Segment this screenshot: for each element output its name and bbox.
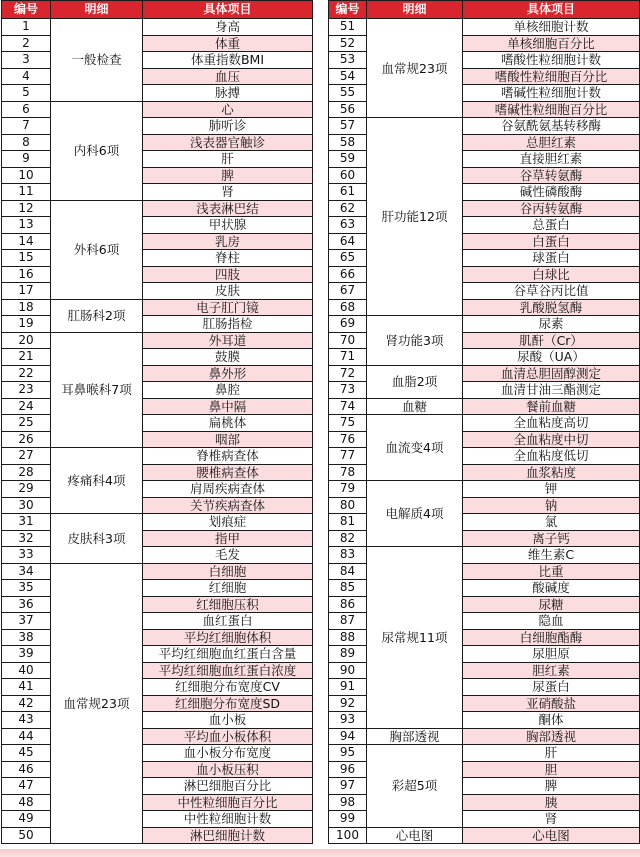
item-number: 73 xyxy=(329,382,367,399)
table-row xyxy=(329,547,640,564)
exam-item: 球蛋白 xyxy=(463,250,640,267)
exam-item: 肾 xyxy=(463,811,640,828)
exam-item: 肺听诊 xyxy=(143,118,313,135)
exam-item: 咽部 xyxy=(143,431,313,448)
category-cell: 血常规23项 xyxy=(367,19,463,118)
item-number: 79 xyxy=(329,481,367,498)
table-row xyxy=(329,415,640,432)
item-number: 47 xyxy=(2,778,51,795)
item-number: 86 xyxy=(329,596,367,613)
item-number: 70 xyxy=(329,332,367,349)
exam-item: 乳酸脱氢酶 xyxy=(463,299,640,316)
exam-item: 血压 xyxy=(143,68,313,85)
header-detail: 明细 xyxy=(367,1,463,19)
table-row xyxy=(2,398,313,415)
table-row xyxy=(2,646,313,663)
item-number: 37 xyxy=(2,613,51,630)
item-number: 20 xyxy=(2,332,51,349)
category-cell: 肛肠科2项 xyxy=(51,299,143,332)
table-row xyxy=(2,85,313,102)
exam-item: 脉搏 xyxy=(143,85,313,102)
category-cell: 肾功能3项 xyxy=(367,316,463,366)
item-number: 30 xyxy=(2,497,51,514)
table-row xyxy=(2,745,313,762)
exam-item: 胆 xyxy=(463,761,640,778)
table-row xyxy=(2,332,313,349)
table-row xyxy=(2,365,313,382)
item-number: 21 xyxy=(2,349,51,366)
table-row xyxy=(2,349,313,366)
item-number: 83 xyxy=(329,547,367,564)
exam-item: 皮肤 xyxy=(143,283,313,300)
exam-item: 划痕症 xyxy=(143,514,313,531)
exam-item: 平均红细胞血红蛋白含量 xyxy=(143,646,313,663)
exam-item: 酸碱度 xyxy=(463,580,640,597)
item-number: 44 xyxy=(2,728,51,745)
table-row xyxy=(2,68,313,85)
exam-item: 嗜酸性粒细胞计数 xyxy=(463,52,640,69)
table-row xyxy=(2,695,313,712)
category-cell: 一般检查 xyxy=(51,19,143,102)
item-number: 31 xyxy=(2,514,51,531)
item-number: 34 xyxy=(2,563,51,580)
category-cell: 彩超5项 xyxy=(367,745,463,828)
table-row xyxy=(2,250,313,267)
exam-item: 鼻外形 xyxy=(143,365,313,382)
page-bottom-band xyxy=(0,849,640,857)
item-number: 29 xyxy=(2,481,51,498)
item-number: 85 xyxy=(329,580,367,597)
table-row xyxy=(2,761,313,778)
exam-item: 平均红细胞体积 xyxy=(143,629,313,646)
table-row xyxy=(329,745,640,762)
item-number: 77 xyxy=(329,448,367,465)
item-number: 1 xyxy=(2,19,51,36)
table-row xyxy=(2,464,313,481)
item-number: 88 xyxy=(329,629,367,646)
item-number: 69 xyxy=(329,316,367,333)
item-number: 58 xyxy=(329,134,367,151)
item-number: 59 xyxy=(329,151,367,168)
table-row xyxy=(2,134,313,151)
table-row xyxy=(2,52,313,69)
item-number: 35 xyxy=(2,580,51,597)
exam-item: 总胆红素 xyxy=(463,134,640,151)
category-cell: 肝功能12项 xyxy=(367,118,463,316)
item-number: 50 xyxy=(2,827,51,844)
table-row xyxy=(2,827,313,844)
exam-item: 外耳道 xyxy=(143,332,313,349)
exam-item: 脾 xyxy=(143,167,313,184)
item-number: 36 xyxy=(2,596,51,613)
table-body-right xyxy=(329,19,640,844)
table-row xyxy=(2,151,313,168)
item-number: 32 xyxy=(2,530,51,547)
item-number: 57 xyxy=(329,118,367,135)
table-row xyxy=(2,431,313,448)
item-number: 9 xyxy=(2,151,51,168)
exam-item: 白细胞酯酶 xyxy=(463,629,640,646)
item-number: 16 xyxy=(2,266,51,283)
exam-item: 肝 xyxy=(143,151,313,168)
exam-item: 甲状腺 xyxy=(143,217,313,234)
category-cell: 耳鼻喉科7项 xyxy=(51,332,143,448)
exam-item: 血清甘油三酯测定 xyxy=(463,382,640,399)
item-number: 100 xyxy=(329,827,367,844)
item-number: 55 xyxy=(329,85,367,102)
table-row xyxy=(2,448,313,465)
table-row xyxy=(2,662,313,679)
header-num: 编号 xyxy=(329,1,367,19)
exam-item: 碱性磷酸酶 xyxy=(463,184,640,201)
exam-item: 钠 xyxy=(463,497,640,514)
exam-item: 嗜酸性粒细胞百分比 xyxy=(463,68,640,85)
category-cell: 尿常规11项 xyxy=(367,547,463,729)
exam-item: 脊椎病查体 xyxy=(143,448,313,465)
exam-item: 腰椎病查体 xyxy=(143,464,313,481)
exam-item: 体重 xyxy=(143,35,313,52)
table-row xyxy=(2,415,313,432)
category-cell: 血流变4项 xyxy=(367,415,463,481)
exam-item: 脾 xyxy=(463,778,640,795)
table-header xyxy=(329,1,640,19)
exam-item: 红细胞 xyxy=(143,580,313,597)
table-row xyxy=(2,266,313,283)
table-row xyxy=(329,728,640,745)
item-number: 90 xyxy=(329,662,367,679)
exam-item: 谷草谷丙比值 xyxy=(463,283,640,300)
table-row xyxy=(2,283,313,300)
item-number: 43 xyxy=(2,712,51,729)
exam-item: 淋巴细胞计数 xyxy=(143,827,313,844)
table-row xyxy=(329,827,640,844)
item-number: 56 xyxy=(329,101,367,118)
exam-item: 淋巴细胞百分比 xyxy=(143,778,313,795)
item-number: 17 xyxy=(2,283,51,300)
item-number: 23 xyxy=(2,382,51,399)
exam-item: 红细胞分布宽度CV xyxy=(143,679,313,696)
exam-item: 肛肠指检 xyxy=(143,316,313,333)
exam-item: 鼻中隔 xyxy=(143,398,313,415)
exam-item: 尿蛋白 xyxy=(463,679,640,696)
item-number: 75 xyxy=(329,415,367,432)
item-number: 52 xyxy=(329,35,367,52)
exam-item: 总蛋白 xyxy=(463,217,640,234)
category-cell: 电解质4项 xyxy=(367,481,463,547)
table-row xyxy=(2,167,313,184)
table-row xyxy=(2,778,313,795)
exam-item: 肩周疾病查体 xyxy=(143,481,313,498)
category-cell: 心电图 xyxy=(367,827,463,844)
item-number: 97 xyxy=(329,778,367,795)
item-number: 78 xyxy=(329,464,367,481)
category-cell: 血常规23项 xyxy=(51,563,143,844)
exam-item: 浅表器官触诊 xyxy=(143,134,313,151)
exam-item: 肾 xyxy=(143,184,313,201)
table-row xyxy=(2,613,313,630)
table-row xyxy=(2,596,313,613)
item-number: 38 xyxy=(2,629,51,646)
exam-item: 离子钙 xyxy=(463,530,640,547)
exam-item: 电子肛门镜 xyxy=(143,299,313,316)
category-cell: 血脂2项 xyxy=(367,365,463,398)
exam-item: 肝 xyxy=(463,745,640,762)
item-number: 82 xyxy=(329,530,367,547)
table-row xyxy=(2,217,313,234)
exam-item: 乳房 xyxy=(143,233,313,250)
table-row xyxy=(329,481,640,498)
item-number: 91 xyxy=(329,679,367,696)
table-row xyxy=(2,514,313,531)
item-number: 62 xyxy=(329,200,367,217)
exam-item: 血红蛋白 xyxy=(143,613,313,630)
exam-item: 比重 xyxy=(463,563,640,580)
exam-item: 尿胆原 xyxy=(463,646,640,663)
item-number: 18 xyxy=(2,299,51,316)
exam-table-left xyxy=(1,0,313,844)
exam-item: 中性粒细胞百分比 xyxy=(143,794,313,811)
table-row xyxy=(2,580,313,597)
item-number: 25 xyxy=(2,415,51,432)
exam-item: 白球比 xyxy=(463,266,640,283)
exam-item: 红细胞分布宽度SD xyxy=(143,695,313,712)
item-number: 5 xyxy=(2,85,51,102)
exam-item: 嗜碱性粒细胞计数 xyxy=(463,85,640,102)
table-row xyxy=(329,316,640,333)
category-cell: 外科6项 xyxy=(51,200,143,299)
exam-item: 肌酐（Cr） xyxy=(463,332,640,349)
category-cell: 胸部透视 xyxy=(367,728,463,745)
exam-item: 血清总胆固醇测定 xyxy=(463,365,640,382)
item-number: 28 xyxy=(2,464,51,481)
exam-item: 维生素C xyxy=(463,547,640,564)
item-number: 15 xyxy=(2,250,51,267)
exam-item: 全血粘度低切 xyxy=(463,448,640,465)
item-number: 74 xyxy=(329,398,367,415)
item-number: 96 xyxy=(329,761,367,778)
category-cell: 皮肤科3项 xyxy=(51,514,143,564)
exam-item: 血小板压积 xyxy=(143,761,313,778)
exam-item: 四肢 xyxy=(143,266,313,283)
exam-item: 直接胆红素 xyxy=(463,151,640,168)
item-number: 66 xyxy=(329,266,367,283)
table-row xyxy=(329,118,640,135)
table-row xyxy=(329,398,640,415)
item-number: 8 xyxy=(2,134,51,151)
exam-item: 体重指数BMI xyxy=(143,52,313,69)
exam-item: 血小板 xyxy=(143,712,313,729)
item-number: 22 xyxy=(2,365,51,382)
table-row xyxy=(2,200,313,217)
table-row xyxy=(2,316,313,333)
table-row xyxy=(329,365,640,382)
item-number: 3 xyxy=(2,52,51,69)
table-row xyxy=(2,563,313,580)
table-row xyxy=(2,712,313,729)
exam-item: 血浆粘度 xyxy=(463,464,640,481)
exam-item: 嗜碱性粒细胞百分比 xyxy=(463,101,640,118)
exam-item: 酮体 xyxy=(463,712,640,729)
exam-item: 浅表淋巴结 xyxy=(143,200,313,217)
exam-item: 扁桃体 xyxy=(143,415,313,432)
exam-item: 单核细胞百分比 xyxy=(463,35,640,52)
item-number: 68 xyxy=(329,299,367,316)
exam-item: 脊柱 xyxy=(143,250,313,267)
exam-item: 氯 xyxy=(463,514,640,531)
exam-item: 亚硝酸盐 xyxy=(463,695,640,712)
item-number: 49 xyxy=(2,811,51,828)
table-body-left xyxy=(2,19,313,844)
item-number: 51 xyxy=(329,19,367,36)
item-number: 76 xyxy=(329,431,367,448)
item-number: 6 xyxy=(2,101,51,118)
header-item: 具体项目 xyxy=(143,1,313,19)
exam-item: 谷氨酰氨基转移酶 xyxy=(463,118,640,135)
exam-item: 心电图 xyxy=(463,827,640,844)
table-row xyxy=(2,118,313,135)
exam-item: 尿酸（UA） xyxy=(463,349,640,366)
item-number: 53 xyxy=(329,52,367,69)
item-number: 45 xyxy=(2,745,51,762)
item-number: 92 xyxy=(329,695,367,712)
exam-item: 指甲 xyxy=(143,530,313,547)
item-number: 63 xyxy=(329,217,367,234)
item-number: 42 xyxy=(2,695,51,712)
item-number: 27 xyxy=(2,448,51,465)
exam-item: 鼓膜 xyxy=(143,349,313,366)
category-cell: 血糖 xyxy=(367,398,463,415)
exam-item: 尿糖 xyxy=(463,596,640,613)
item-number: 98 xyxy=(329,794,367,811)
table-row xyxy=(2,382,313,399)
exam-item: 隐血 xyxy=(463,613,640,630)
table-row xyxy=(2,35,313,52)
exam-table-right xyxy=(328,0,640,844)
exam-item: 心 xyxy=(143,101,313,118)
exam-item: 关节疾病查体 xyxy=(143,497,313,514)
item-number: 48 xyxy=(2,794,51,811)
exam-item: 红细胞压积 xyxy=(143,596,313,613)
item-number: 40 xyxy=(2,662,51,679)
item-number: 87 xyxy=(329,613,367,630)
table-row xyxy=(2,547,313,564)
item-number: 89 xyxy=(329,646,367,663)
exam-item: 胆红素 xyxy=(463,662,640,679)
exam-item: 平均红细胞血红蛋白浓度 xyxy=(143,662,313,679)
table-row xyxy=(2,233,313,250)
exam-item: 白细胞 xyxy=(143,563,313,580)
exam-item: 胸部透视 xyxy=(463,728,640,745)
item-number: 94 xyxy=(329,728,367,745)
table-row xyxy=(2,101,313,118)
item-number: 12 xyxy=(2,200,51,217)
header-item: 具体项目 xyxy=(463,1,640,19)
table-row xyxy=(2,629,313,646)
table-row xyxy=(329,19,640,36)
item-number: 10 xyxy=(2,167,51,184)
exam-item: 身高 xyxy=(143,19,313,36)
item-number: 46 xyxy=(2,761,51,778)
exam-item: 餐前血糖 xyxy=(463,398,640,415)
item-number: 39 xyxy=(2,646,51,663)
table-row xyxy=(2,811,313,828)
exam-item: 中性粒细胞计数 xyxy=(143,811,313,828)
exam-item: 胰 xyxy=(463,794,640,811)
exam-item: 白蛋白 xyxy=(463,233,640,250)
item-number: 65 xyxy=(329,250,367,267)
item-number: 13 xyxy=(2,217,51,234)
item-number: 72 xyxy=(329,365,367,382)
item-number: 67 xyxy=(329,283,367,300)
item-number: 7 xyxy=(2,118,51,135)
item-number: 11 xyxy=(2,184,51,201)
exam-item: 全血粘度中切 xyxy=(463,431,640,448)
item-number: 41 xyxy=(2,679,51,696)
item-number: 64 xyxy=(329,233,367,250)
header-detail: 明细 xyxy=(51,1,143,19)
exam-item: 钾 xyxy=(463,481,640,498)
item-number: 26 xyxy=(2,431,51,448)
exam-item: 平均血小板体积 xyxy=(143,728,313,745)
table-row xyxy=(2,184,313,201)
item-number: 84 xyxy=(329,563,367,580)
item-number: 14 xyxy=(2,233,51,250)
item-number: 80 xyxy=(329,497,367,514)
item-number: 4 xyxy=(2,68,51,85)
item-number: 60 xyxy=(329,167,367,184)
item-number: 24 xyxy=(2,398,51,415)
item-number: 2 xyxy=(2,35,51,52)
exam-item: 全血粘度高切 xyxy=(463,415,640,432)
item-number: 99 xyxy=(329,811,367,828)
table-header xyxy=(2,1,313,19)
item-number: 81 xyxy=(329,514,367,531)
table-row xyxy=(2,497,313,514)
table-row xyxy=(2,728,313,745)
exam-item: 尿素 xyxy=(463,316,640,333)
exam-item: 血小板分布宽度 xyxy=(143,745,313,762)
item-number: 19 xyxy=(2,316,51,333)
header-num: 编号 xyxy=(2,1,51,19)
exam-item: 谷丙转氨酶 xyxy=(463,200,640,217)
exam-item: 毛发 xyxy=(143,547,313,564)
table-row xyxy=(2,530,313,547)
item-number: 95 xyxy=(329,745,367,762)
category-cell: 疼痛科4项 xyxy=(51,448,143,514)
item-number: 33 xyxy=(2,547,51,564)
exam-item: 单核细胞计数 xyxy=(463,19,640,36)
exam-item: 鼻腔 xyxy=(143,382,313,399)
item-number: 54 xyxy=(329,68,367,85)
exam-item: 谷草转氨酶 xyxy=(463,167,640,184)
table-row xyxy=(2,679,313,696)
table-row xyxy=(2,299,313,316)
category-cell: 内科6项 xyxy=(51,101,143,200)
item-number: 61 xyxy=(329,184,367,201)
item-number: 71 xyxy=(329,349,367,366)
item-number: 93 xyxy=(329,712,367,729)
table-row xyxy=(2,481,313,498)
table-row xyxy=(2,19,313,36)
table-row xyxy=(2,794,313,811)
